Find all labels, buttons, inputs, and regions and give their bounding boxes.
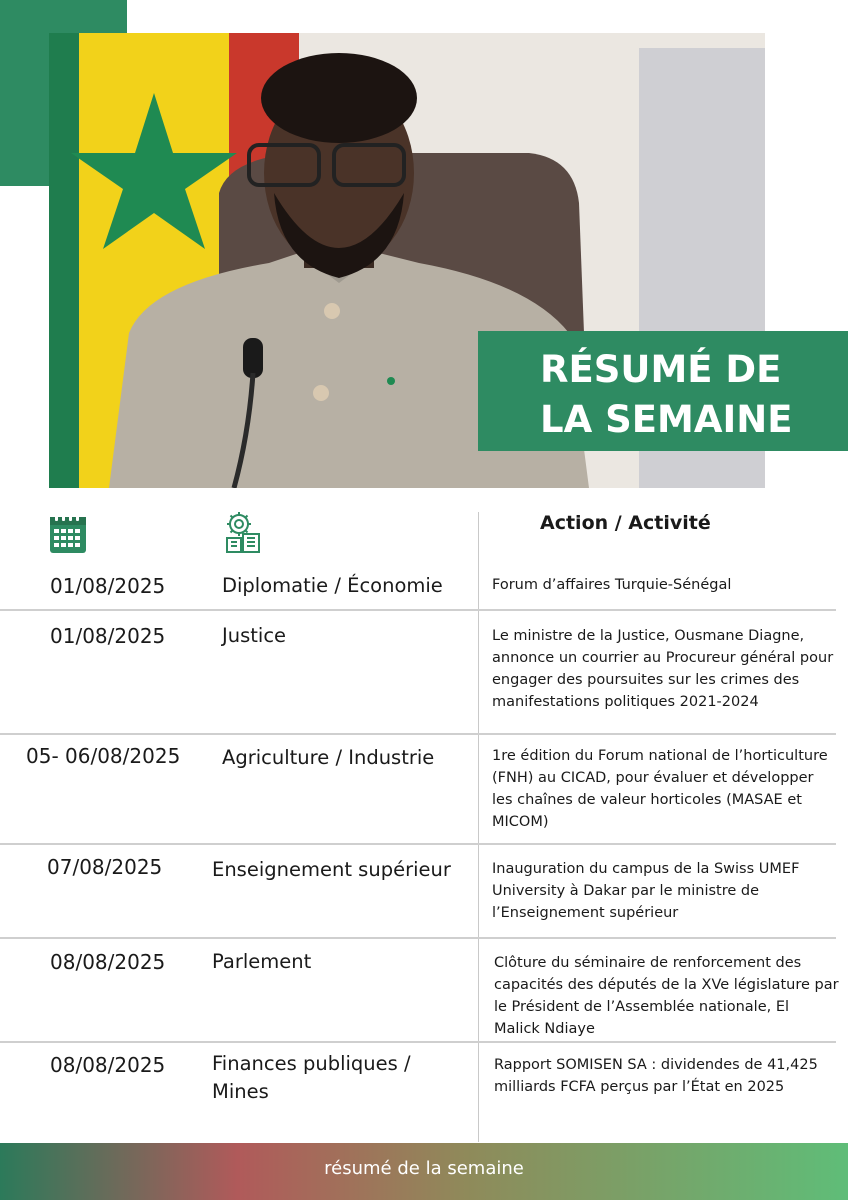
row-sector: Parlement	[212, 950, 312, 973]
row-action: 1re édition du Forum national de l’horticulture (FNH) au CICAD, pour évaluer et développer les chaînes de valeur horticoles (MASAE et MICOM)	[492, 748, 828, 830]
calendar-icon	[49, 512, 87, 559]
column-header-action: Action / Activité	[540, 512, 711, 534]
row-sector: Diplomatie / Économie	[222, 574, 443, 597]
row-date: 08/08/2025	[50, 1053, 166, 1077]
row-sector: Enseignement supérieur	[212, 858, 451, 881]
row-action: Inauguration du campus de la Swiss UMEF University à Dakar par le ministre de l’Enseignement supérieur	[492, 861, 800, 921]
row-divider	[0, 843, 836, 845]
footer-text: résumé de la semaine	[324, 1158, 524, 1179]
row-action: Clôture du séminaire de renforcement des capacités des députés de la XVe législature par le Président de l’Assemblée nationale, El Malick Ndiaye	[494, 955, 839, 1037]
row-date: 05- 06/08/2025	[26, 744, 181, 768]
row-sector: Agriculture / Industrie	[222, 746, 435, 769]
row-divider	[0, 937, 836, 939]
page-title-line2: LA SEMAINE	[540, 398, 793, 441]
page-title-line1: RÉSUMÉ DE	[540, 348, 782, 391]
row-date: 07/08/2025	[47, 855, 163, 879]
row-action: Rapport SOMISEN SA : dividendes de 41,425 milliards FCFA perçus par l’État en 2025	[494, 1057, 818, 1095]
row-date: 08/08/2025	[50, 950, 166, 974]
ministry-building-icon	[221, 510, 265, 559]
row-action: Le ministre de la Justice, Ousmane Diagne, annonce un courrier au Procureur général pour engager des poursuites sur les crimes des manifestations politiques 2021-2024	[492, 628, 834, 710]
row-action: Forum d’affaires Turquie-Sénégal	[492, 577, 732, 593]
row-date: 01/08/2025	[50, 624, 166, 648]
page-title	[478, 331, 848, 451]
row-divider	[0, 609, 836, 611]
column-divider	[478, 512, 479, 1142]
row-sector: Finances publiques / Mines	[212, 1052, 411, 1103]
row-date: 01/08/2025	[50, 574, 166, 598]
row-divider	[0, 1041, 836, 1043]
row-sector: Justice	[222, 624, 287, 647]
row-divider	[0, 733, 836, 735]
